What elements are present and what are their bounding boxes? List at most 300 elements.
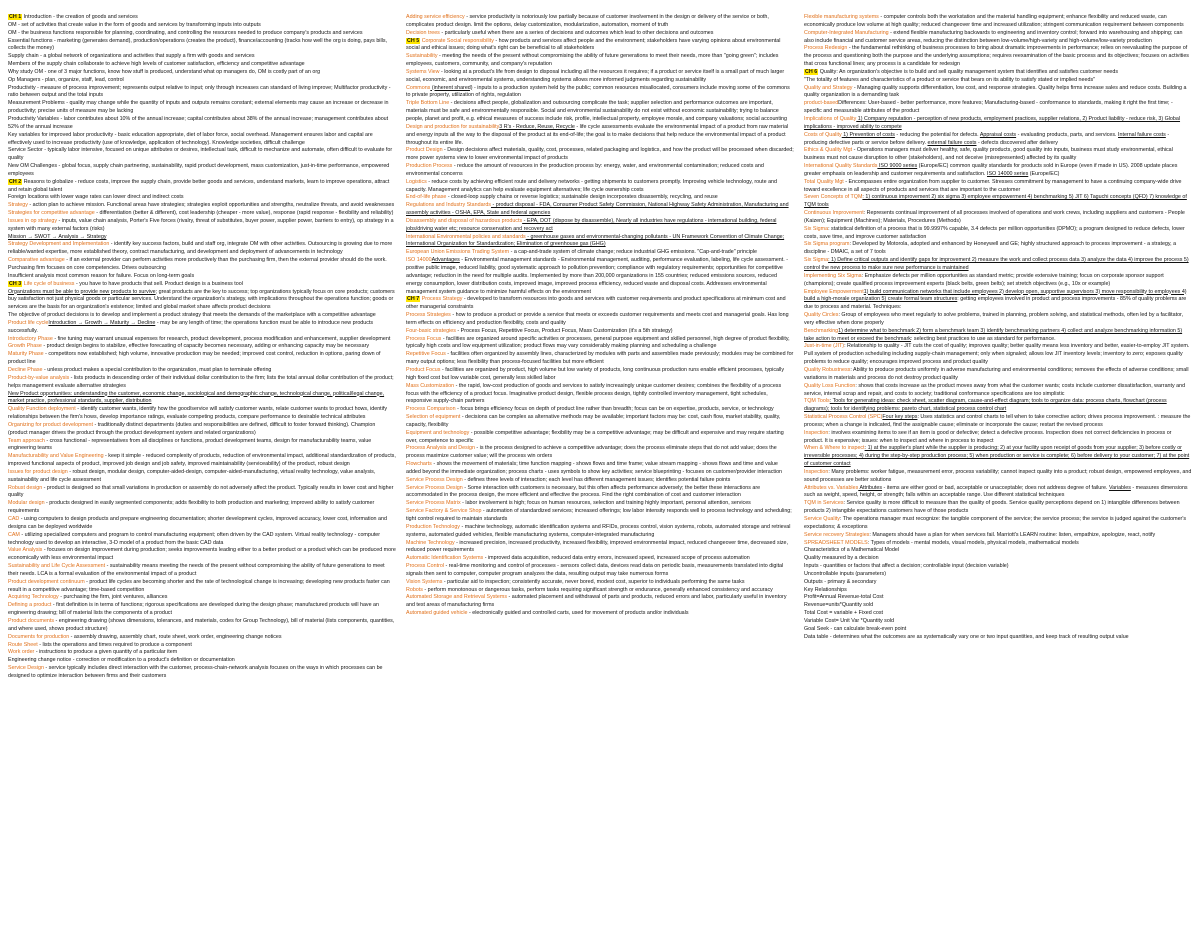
- term-heading: Process Strategy: [421, 296, 463, 303]
- body-text: - product life cycles are becoming shorter and the rate of technological change is increasing; developing new products faster can result in a competitive advantage; time-based competition: [8, 578, 390, 593]
- underlined-text: New Product opportunities: understanding the customer, economic change, sociological and demographic change, technological change, political/legal change, market practice, professional standards, supplier, distribution: [8, 390, 385, 405]
- text-paragraph: [8, 642, 396, 650]
- body-text: Variable Cost= Unit Var *Quantity sold: [804, 617, 894, 624]
- text-paragraph: [804, 626, 1192, 634]
- body-text: - instructions to produce a given quantity of a particular item: [34, 649, 178, 656]
- term-heading: Costs of Quality: [804, 131, 842, 138]
- text-paragraph: [804, 587, 1192, 595]
- text-paragraph: [8, 69, 396, 77]
- body-text: - electronically guided and controlled carts, used for movement of products and/or individuals: [467, 610, 689, 617]
- text-paragraph: [406, 30, 794, 38]
- text-paragraph: [8, 22, 396, 30]
- body-text: - looking at a product's life from design to disposal including all the resources it requires; if a product or service itself is a small part of much larger social, economic, and environmental systems, understanding systems allows more informed judgments regarding sustainability: [406, 68, 785, 83]
- text-paragraph: [406, 257, 794, 296]
- underlined-text: Advantages: [431, 257, 460, 264]
- term-heading: CAD: [8, 516, 20, 522]
- text-paragraph: [406, 540, 794, 556]
- text-paragraph: [804, 30, 1192, 46]
- body-text: Quality: An organization's objective is to build and sell quality management system that identifies and satisfies customer needs: [819, 68, 1119, 75]
- body-text: - inputs, value chain analysis, Porter's Five forces (rivalry, threat of substitutes, buyer power, supplier power, barriers to entry), op strategy in a system with many external factors (risks): [8, 217, 394, 232]
- body-text: - shows the movement of materials; time function mapping - shows flows and time frame; value stream mapping - shows flows and time and value added beyond the immediate organization; process charts - uses symbols to show key activities; service blueprinting - focuses on customer/provider interaction: [406, 461, 783, 475]
- text-paragraph: [804, 289, 1192, 313]
- body-text: - how to produce a product or provide a service that meets or exceeds customer requirements and meets cost and managerial goals. Has long term effects on efficiency and production flexibility, costs and quality: [406, 312, 789, 326]
- term-heading: Service recovery Strategies: [804, 531, 870, 538]
- term-heading: Continuous Improvement: [804, 210, 864, 217]
- column-middle: [406, 14, 794, 921]
- body-text: - how products and services affect people and the environment; stakeholders have varying opinions about environmental social and ethical issues; doing what's right can be beneficial to all stakeholders: [406, 37, 781, 52]
- term-heading: Strategies for competitive advantage: [8, 210, 95, 217]
- term-heading: Acquiring Technology: [8, 594, 59, 601]
- text-paragraph: [8, 343, 396, 351]
- body-text: : Group of employees who meet regularly to solve problems, trained in planning, problem solving, and statistical methods, often led by a facilitator, very effective when done properly: [804, 312, 1184, 326]
- underlined-text: external failure costs: [927, 139, 977, 146]
- term-heading: When & Where to inspect: [804, 445, 865, 452]
- term-heading: Service Process Design: [406, 476, 463, 483]
- term-heading: ISO 14000: [406, 257, 432, 264]
- underlined-text: Internal failure costs: [1118, 131, 1166, 138]
- text-paragraph: [804, 634, 1192, 642]
- term-heading: Automated Storage and Retrieval Systems: [406, 594, 507, 601]
- term-heading: Inspection: [804, 468, 829, 475]
- body-text: Goal Seek - can calculate break-even point: [804, 625, 907, 632]
- body-text: Characteristics of a Mathematical Model: [804, 547, 900, 554]
- text-paragraph: [406, 147, 794, 163]
- body-text: (Europe/EC) common quality standards for products sold in Europe (even if made in US). 2008 update places greater emphasis on leadership and customer requirements and satisfaction.: [804, 163, 1178, 177]
- body-text: : Represents continual improvement of all processes involved of operations and work crews, including suppliers and customers - People (Kaizen); Equipment (Machines); Materials, Procedures (Methods): [804, 210, 1185, 224]
- text-paragraph: [804, 516, 1192, 532]
- body-text: - possible competitive advantage; flexibility may be a competitive advantage; may be difficult and expensive and may require starting over, competence to specific: [406, 429, 784, 444]
- body-text: - first definition is in terms of functions; rigorous specifications are developed during the design phase; manufactured products will have an engineering drawing; bill of material lists the components of a product: [8, 602, 380, 617]
- body-text: Engineering change notice - correction or modification to a product's definition or documentation: [8, 657, 235, 664]
- term-heading: Modular design: [8, 500, 45, 507]
- text-paragraph: [8, 438, 396, 454]
- text-paragraph: [804, 532, 1192, 540]
- body-text: Why study OM - one of 3 major functions, know how stuff is produced, understand what op managers do, OM is costly part of an org: [8, 68, 321, 75]
- text-paragraph: [8, 100, 396, 116]
- term-heading: Route Sheet: [8, 641, 38, 648]
- text-paragraph: [8, 469, 396, 485]
- text-paragraph: [406, 508, 794, 524]
- body-text: - Process Focus, Repetitive Focus, Product Focus, Mass Customization (it's a 5th strategy): [455, 327, 673, 334]
- term-heading: Product-by-value analysis: [8, 374, 70, 381]
- body-text: Foreign locations with lower wage rates can lower direct and indirect costs: [8, 194, 184, 201]
- term-heading: Maturity Phase: [8, 351, 44, 358]
- text-paragraph: [804, 579, 1192, 587]
- text-paragraph: [804, 383, 1192, 399]
- body-text: : The operations manager must recognize: the tangible component of the service; the service process; the service is judged against the customer's expectations; & exceptions: [804, 516, 1187, 530]
- text-paragraph: [8, 453, 396, 469]
- text-paragraph: [406, 351, 794, 367]
- underlined-text: Introduction → Growth → Maturity → Decline: [48, 319, 156, 326]
- term-heading: Systems View: [406, 68, 440, 75]
- term-heading: Service Factory & Service Shop: [406, 508, 482, 515]
- body-text: - particularly useful when there are a series of decisions and outcomes which lead to other decisions and outcomes: [439, 29, 714, 36]
- term-heading: Selection of equipment: [406, 414, 461, 421]
- text-paragraph: [406, 38, 794, 54]
- body-text: - particular aid to inspection; consistently accurate, never bored, modest cost, superior to individuals performing the same tasks: [442, 578, 745, 585]
- text-paragraph: [804, 210, 1192, 226]
- underlined-text: 3 R's - Reduce, Reuse, Recycle: [499, 123, 575, 130]
- text-paragraph: [804, 430, 1192, 446]
- term-heading: Quality and Strategy: [804, 84, 853, 91]
- body-text: : getting employees involved in product and process improvements - 85% of quality problems are due to process and material. Techniques:: [804, 296, 1187, 311]
- term-heading: Value Analysis: [8, 547, 43, 554]
- text-paragraph: [8, 218, 396, 234]
- text-paragraph: [406, 555, 794, 563]
- body-text: - product is designed so that small variations in production or assembly do not adversely affect the product. Typically results in lower cost and higher quality: [8, 484, 394, 499]
- text-paragraph: [804, 132, 1192, 148]
- text-paragraph: [8, 61, 396, 69]
- text-paragraph: [406, 500, 794, 508]
- text-paragraph: [406, 524, 794, 540]
- body-text: (Europe/EC): [1028, 170, 1060, 177]
- body-text: Service Sector - typically labor intensive, focused on unique attributes or desires, intellectual task, difficult to mechanize and automate, often difficult to evaluate for quality: [8, 147, 393, 162]
- body-text: - machine technology, automatic identification systems and RFIDs, process control, vision systems, robots, automated storage and retrieval systems, automated guided vehicles, flexible manufacturing systems, computer-integrated manufacturing: [406, 523, 791, 538]
- underlined-text: 1) determine what to benchmark 2) form a benchmark team 3) identify benchmarking partners 4) collect and analyze benchmarking information 5) take action to meet or exceed the benchmark: [804, 327, 1183, 342]
- body-text: - lists the operations and times required to produce a component: [37, 641, 192, 648]
- body-text: - lists products in descending order of their individual dollar contribution to the firm; lists the total annual dollar contribution of the product; helps management evaluate alternative strategies: [8, 374, 394, 389]
- chapter-marker: CH 1: [9, 14, 22, 20]
- text-paragraph: [406, 610, 794, 618]
- column-left: [8, 14, 396, 921]
- term-heading: End-of-life phase: [406, 194, 447, 201]
- underlined-text: ISO 9000 series: [877, 163, 918, 170]
- body-text: - perform monotonous or dangerous tasks, perform tasks requiring significant strength or endurance, generally enhanced consistency and accuracy: [422, 586, 773, 593]
- chapter-marker: CH 7: [407, 296, 420, 303]
- text-paragraph: [406, 85, 794, 101]
- term-heading: Statistical Process Control (SPC): [804, 414, 883, 421]
- text-paragraph: [804, 312, 1192, 328]
- body-text: Op Managers - plan, organize, staff, lead, control: [8, 76, 124, 83]
- term-heading: Implications of Quality: [804, 115, 857, 122]
- text-paragraph: [406, 100, 794, 124]
- chapter-marker: CH 3: [9, 280, 22, 287]
- body-text: - keep it simple - reduced complexity of products, reduction of environmental impact, additional standardization of products, improved functional aspects of product, improved job design and job safety, improved maintainability (serviceability) of the product, robust design: [8, 453, 396, 468]
- body-text: - the fundamental rethinking of business processes to bring about dramatic improvements in performance; relies on reevaluating the purpose of the process and questioning both the purpose and the underlying assumptions; requires reexamination of the basic process and its objectives; focuses on activities that cross functional lines; any process is a candidate for redesign: [804, 45, 1189, 68]
- body-text: - products designed in easily segmented components; adds flexibility to both production and marketing; improved ability to satisfy customer requirements: [8, 500, 375, 515]
- text-paragraph: [8, 273, 396, 281]
- body-text: - may be any length of time; the operations function must be able to introduce new products successfully.: [8, 319, 374, 334]
- term-heading: Quality Function deployment: [8, 406, 76, 413]
- text-paragraph: [406, 563, 794, 579]
- text-paragraph: [8, 234, 396, 242]
- text-paragraph: [8, 289, 396, 313]
- text-paragraph: [8, 14, 396, 22]
- body-text: - identify key success factors, build and staff org, integrate OM with other activities. Outsourcing is growing due to more reliable/wanted expertise, more established theory, contract manufacturing, and development and deployment of advancements in technology: [8, 241, 393, 256]
- body-text: : Relationship to quality - JIT cuts the cost of quality; improves quality; better quality means less inventory and better, easier-to-employ JIT system. Pull system of production scheduling including supply-chain management; only when signaled; allows low JIT inventory levels; inventory to zero; exposes quality problems to reduce quality; encourages improved process and product quality: [804, 343, 1190, 366]
- body-text: - defines three levels of interaction; each level has different management issues; identifies potential failure points: [462, 476, 731, 483]
- body-text: - improved data acquisition, reduced data entry errors, increased speed, increased scope of process automation: [483, 555, 750, 562]
- text-paragraph: [406, 234, 794, 250]
- text-paragraph: [406, 587, 794, 595]
- term-heading: Ethics & Quality Mgt: [804, 147, 853, 154]
- term-heading: Product Focus: [406, 366, 441, 373]
- body-text: ; great products are the key to success; top organizations typically focus on core products; customers buy satisfaction not just physical goods or particular services. Understand the organization's strategy, with implications throughout the operations function; goods or services are the basis for an organization's existence; limited and global market share affects product decisions: [8, 288, 395, 311]
- chapter-marker: CH 2: [9, 178, 22, 185]
- body-text: - using computers to design products and prepare engineering documentation; shorter development cycles, improved accuracy, lower cost, information and designs can be deployed worldwide: [8, 516, 387, 530]
- text-paragraph: [804, 445, 1192, 469]
- body-text: - engineering drawing (shows dimensions, tolerances, and materials, codes for Group Technology), bill of material (lists components, quantities, and where used, shows product structure): [8, 617, 395, 632]
- body-text: - extend flexible manufacturing backwards to engineering and inventory control; forward into warehousing and shipping; can also include financial and customer service areas, reducing the distinction between low-volume/high-variety and high-volume/low-variety production: [804, 29, 1183, 44]
- text-paragraph: [8, 602, 396, 618]
- body-text: - facilities are organized by product, high volume but low variety of products, long continuous production runs enable efficient processes, typically high fixed cost but low variable cost, generally less skilled labor: [406, 366, 785, 381]
- text-paragraph: [804, 343, 1192, 367]
- underlined-text: 1) Prevention of costs: [841, 131, 895, 138]
- text-paragraph: [406, 461, 794, 477]
- term-heading: Production Process: [406, 163, 453, 170]
- text-paragraph: [8, 336, 396, 344]
- body-text: - Managing quality supports differentiation, low cost, and response strategies. Quality helps firms increase sales and reduce costs. Building a quality organization is a demanding task: [804, 84, 1187, 99]
- term-heading: International Environmental policies and standards: [406, 233, 526, 240]
- text-paragraph: [8, 320, 396, 336]
- term-heading: Just-in-time (JIT): [804, 343, 845, 350]
- text-paragraph: [406, 249, 794, 257]
- text-paragraph: [804, 469, 1192, 485]
- term-heading: Quality Loss Function: [804, 382, 856, 389]
- term-heading: Process Analysis and Design: [406, 445, 475, 452]
- text-paragraph: [406, 414, 794, 430]
- body-text: Revenue=units*Quantity sold: [804, 602, 874, 609]
- body-text: : Ability to produce products uniformly in adverse manufacturing and environmental conditions; removes the effects of adverse conditions; small variations in materials and process do not destroy product quality: [804, 366, 1189, 381]
- text-paragraph: [8, 500, 396, 516]
- term-heading: Disassembly and disposal of hazardous products: [406, 217, 523, 224]
- body-text: Members of the supply chain collaborate to achieve high levels of customer satisfaction, efficiency and competitive advantage: [8, 61, 305, 68]
- term-heading: Growth Phase: [8, 343, 42, 350]
- underlined-text: ISO 14000 series: [986, 170, 1029, 177]
- term-heading: Process Focus: [406, 335, 442, 342]
- term-heading: Employee Empowerment: [804, 288, 864, 295]
- body-text: - reduce costs by achieving efficient route and delivery networks - getting shipments to customers promptly. Improving vehicle technology, route and capacity. Management analytics can help evaluate equipment alternatives; life cycle ownership costs: [406, 178, 777, 193]
- body-text: - competitors now established; high volume, innovative production may be needed; improved cost control, reduction in options, paring down of product line: [8, 351, 381, 366]
- body-text: : Developed by Motorola, adopted and enhanced by Honeywell and GE; highly structured approach to process improvement - a strategy, a discipline - DMAIC, a set of 7 tools: [804, 241, 1177, 256]
- text-paragraph: [8, 579, 396, 595]
- text-paragraph: [804, 69, 1192, 77]
- body-text: - is the process designed to achieve a competitive advantage; does the process eliminate steps that do not add value; does the process maximize customer value; will the process win orders: [406, 445, 777, 460]
- body-text: - closed-loop supply chains or reverse logistics; sustainable design incorporates disassembly, recycling, and reuse: [446, 194, 718, 201]
- underlined-text: Mission → SWOT → Analysis → Strategy: [8, 233, 107, 240]
- text-paragraph: [406, 194, 794, 202]
- text-paragraph: [8, 210, 396, 218]
- body-text: - action plan to achieve mission. Functional areas have strategies; strategies exploit opportunities and strengths, neutralize threats, and avoid weaknesses: [27, 202, 395, 209]
- term-heading: TQM in Services: [804, 500, 844, 507]
- body-text: : Service quality is more difficult to measure than the quality of goods. Service quality perceptions depend on 1) intangible differences between products 2) intangible expectations customers have of those products: [804, 500, 1180, 515]
- text-paragraph: [804, 100, 1192, 116]
- term-heading: European Union Emissions Trading System: [406, 249, 510, 256]
- text-paragraph: [804, 367, 1192, 383]
- text-paragraph: [804, 226, 1192, 242]
- body-text: - reducing the potential for defects.: [894, 131, 980, 138]
- term-heading: Mass Customization: [406, 382, 455, 389]
- body-text: : Many problems: worker fatigue, measurement error, process variability; cannot inspect quality into a product; robust design, empowered employees, and sound processes are better solutions: [804, 468, 1192, 483]
- body-text: - focus brings efficiency focus on depth of product line rather than breadth; focus can be on expertise, products, service, or technology: [455, 406, 774, 413]
- text-paragraph: [406, 163, 794, 179]
- term-heading: Automated guided vehicle: [406, 610, 468, 617]
- underlined-text: - greenhouse gases and environmental-changing pollutants - UN Framework Convention of Climate Change; International Organization for Standardization; Elimination of greenhouse gas (GHG): [406, 233, 785, 248]
- body-text: - Encompasses entire organization from supplier to customer. Stresses commitment by management to have a continuing company-wide drive toward excellence in all aspects of products and services that are important to the customer: [804, 178, 1182, 193]
- term-heading: Computer-Integrated Manufacturing: [804, 29, 889, 36]
- body-text: Supply chain - a global network of organizations and activities that supply a firm with goods and services: [8, 53, 255, 60]
- body-text: - identify customer wants, identify how the good/service will satisfy customer wants, relate customer wants to product hows, identify relationships between the firm's hows, develop importance ratings, evaluate competing products, compare performance to desirable technical attributes: [8, 406, 387, 421]
- body-text: The objective of product decisions is to develop and implement a product strategy that meets the demands of the marketplace with a competitive advantage: [8, 312, 376, 319]
- text-paragraph: [804, 147, 1192, 163]
- term-heading: Product documents: [8, 617, 55, 624]
- body-text: - specific and measurable attributes of the product: [804, 100, 1173, 115]
- text-paragraph: [406, 367, 794, 383]
- term-heading: Issues in op strategy: [8, 217, 58, 224]
- text-paragraph: [8, 516, 396, 532]
- body-text: - positive public image, reduced liability, good systematic approach to pollution prevention; compliance with regulatory requirements; opportunities for competitive advantage; reduction in the need for multiple audits. Implemented by more than 200,000 organizations in 155 countries; reduced emissions sources, reduced energy consumption, lower distribution costs, improved image, improved process efficiency, reduced waste and disposal costs. Addresses environmental management system guidance to minimize harmful effects on the environment: [406, 257, 789, 295]
- text-paragraph: [804, 594, 1192, 602]
- body-text: - traditionally distinct departments (duties and responsibilities are defined, difficult to foster forward thinking). Champion (product manager drives the product through the product development system and related organizations): [8, 421, 376, 436]
- body-text: - labor involvement is high; focus on human resources, selection and training highly important, personal attention, services: [460, 500, 751, 507]
- body-text: - service productivity is notoriously low partially because of customer involvement in the design or delivery of the service or both, complicates product design. limit the options, delay customization, modularization, automation, moment of truth: [406, 14, 769, 28]
- body-text: : selecting best practices to use as standard for performance.: [910, 335, 1056, 342]
- text-paragraph: [8, 312, 396, 320]
- text-paragraph: [804, 547, 1192, 555]
- text-paragraph: [8, 281, 396, 289]
- body-text: - developed to transform resources into goods and services with customer requirements and product specifications at minimum cost and other managerial constraints: [406, 296, 786, 311]
- term-heading: Issues for product design: [8, 468, 68, 475]
- body-text: : Types of models - mental models, visual models, physical models, mathematical models: [867, 539, 1079, 546]
- body-text: - sustainability means meeting the needs of the present without compromising the ability of future generations to meet their needs. LCA is a formal evaluation of the environmental impact of a product: [8, 563, 385, 577]
- term-heading: Production Technology: [406, 523, 460, 530]
- text-paragraph: [804, 85, 1192, 101]
- term-heading: Six Sigma: [804, 257, 829, 264]
- text-paragraph: [804, 563, 1192, 571]
- term-heading: Repetitive Focus: [406, 351, 446, 358]
- underlined-text: : 1) continuous improvement 2) six sigma 3) employee empowerment 4) benchmarking 5) JIT 6) Taguchi concepts (QFD) 7) knowledge of TQM tools: [804, 194, 1187, 209]
- underlined-text: Attributes: [858, 484, 883, 491]
- body-text: Key Relationships: [804, 586, 847, 593]
- text-paragraph: [406, 179, 794, 195]
- body-text: - service typically includes direct interaction with the customer, process-chain-network analysis focuses on the ways in which processes can be designed to optimize interaction between firms and their customers: [8, 665, 383, 679]
- text-paragraph: [8, 30, 396, 38]
- body-text: Data table - determines what the outcomes are as systematically vary one or two input quantities, and keep track of resulting output value: [804, 633, 1129, 640]
- text-paragraph: [8, 406, 396, 422]
- text-paragraph: [406, 312, 794, 328]
- term-heading: Strategy Development and Implementation: [8, 241, 110, 248]
- body-text: - items are either good or bad, acceptable or unacceptable; does not address degree of failure.: [882, 484, 1109, 491]
- body-text: - increased precision, increased productivity, increased flexibility, improved environmental impact, reduced changeover time, decreased size, reduced power requirements: [406, 539, 788, 554]
- term-heading: Product Design: [406, 147, 443, 154]
- body-text: - utilizing specialized computers and program to control manufacturing equipment; often driven by the CAD system. Virtual reality technology - computer technology used to develop an interactive, 3-D model of a product from the basic CAD data: [8, 531, 381, 546]
- text-paragraph: [804, 500, 1192, 516]
- text-paragraph: [8, 194, 396, 202]
- body-text: - focuses on design improvement during production; seeks improvements leading either to a better product or a product which can be produced more economically with less environmental impact: [8, 547, 396, 562]
- underlined-text: - product disposal - FDA, Consumer Product Safety Commission, National Highway Safety Administration, Manufacturing and assembly activities - OSHA, EPA, State and federal agencies: [406, 202, 789, 217]
- body-text: - inputs to a production system held by the public; common resources misallocated, consumers include moving some of the commons to private property, utilization of rights, regulation: [406, 84, 790, 99]
- body-text: - Environmental management standards - Environmental management, auditing, performance evaluation, labeling, life cycle assessment.: [459, 257, 787, 264]
- body-text: Uncontrollable inputs (parameters): [804, 570, 886, 577]
- term-heading: Service Process Design: [406, 484, 463, 491]
- body-text: "The totality of features and characteristics of a product or service that bears on its ability to satisfy stated or implied needs": [804, 76, 1096, 83]
- text-paragraph: [804, 571, 1192, 579]
- term-heading: Vision Systems: [406, 578, 443, 585]
- term-heading: Service Quality: [804, 516, 840, 522]
- column-right: [804, 14, 1192, 921]
- underlined-text: (inherent shared): [430, 84, 473, 91]
- term-heading: Robust design: [8, 484, 43, 491]
- term-heading: Introductory Phase: [8, 335, 53, 342]
- text-paragraph: [804, 257, 1192, 273]
- term-heading: Four-basic strategies: [406, 327, 456, 334]
- body-text: - Some interaction with customers is necessary, but this often affects performance adversely; the better these interactions are accommodated in the process design, the more efficient and effective the process. Find the right combination of cost and customer interaction: [406, 484, 761, 499]
- text-paragraph: [804, 602, 1192, 610]
- text-paragraph: [8, 594, 396, 602]
- term-heading: Machine Technology: [406, 539, 455, 546]
- body-text: - a cap-and-trade system of climate change; reduce industrial GHG emissions. "Cap-and-trade" principle: [509, 249, 758, 256]
- term-heading: Robots: [406, 586, 423, 593]
- body-text: - product design begins to stabilize, effective forecasting of capacity becomes necessary, adding or enhancing capacity may be necessary: [41, 343, 370, 350]
- body-text: - assembly drawing, assembly chart, route sheet, work order, engineering change notices: [69, 633, 282, 640]
- body-text: Profit=Annual Revenue-total Cost: [804, 594, 884, 601]
- chapter-marker: CH 6: [805, 68, 818, 75]
- text-paragraph: [804, 77, 1192, 85]
- term-heading: Sustainability: [406, 53, 438, 60]
- text-paragraph: [406, 383, 794, 407]
- text-paragraph: [406, 579, 794, 587]
- text-paragraph: [406, 202, 794, 218]
- term-heading: Comparative advantage: [8, 257, 65, 264]
- term-heading: Service Design: [8, 665, 44, 672]
- body-text: - measures dimensions such as weight, speed, height, or strength; falls within an acceptable range. Use different statistical techniques: [804, 484, 1188, 499]
- text-paragraph: [8, 532, 396, 548]
- text-paragraph: [804, 116, 1192, 132]
- body-text: - unless product makes a special contribution to the organization, must plan to terminate offering: [42, 366, 272, 373]
- term-heading: Seven Concepts of TQM: [804, 194, 863, 201]
- body-text: - fine tuning may warrant unusual expenses for research, product development, process modification and enhancement, supplier development: [52, 335, 391, 342]
- text-paragraph: [804, 14, 1192, 30]
- text-paragraph: [8, 485, 396, 501]
- text-paragraph: [406, 477, 794, 485]
- body-text: - you have to have products that sell. Product design is a business tool: [74, 280, 243, 287]
- term-heading: Adding service efficiency: [406, 14, 465, 20]
- text-paragraph: [8, 422, 396, 438]
- body-text: Insufficient analysis most common reason for failure. Focus on long-term goals: [8, 272, 195, 279]
- text-paragraph: [804, 241, 1192, 257]
- text-paragraph: [8, 163, 396, 179]
- body-text: Total Cost = variable + Fixed cost: [804, 610, 884, 617]
- term-heading: Regulations and Industry Standards: [406, 202, 491, 209]
- body-text: - if an external provider can perform activities more productively than the purchasing firm, then the external provider should do the work. Purchasing firm focuses on core competencies. Drives outsourcing: [8, 257, 387, 271]
- body-text: - automated placement and withdrawal of parts and products, reduced errors and labor, particularly useful in inventory and test areas of manufacturing firms: [406, 594, 787, 609]
- term-heading: Documents for production: [8, 633, 70, 640]
- text-paragraph: [804, 179, 1192, 195]
- term-heading: Process Strategies: [406, 312, 451, 319]
- text-paragraph: [406, 406, 794, 414]
- body-text: - computer controls both the workstation and the material handling equipment; enhance flexibility and reduced waste, can economically produce low volume at high quality; reduced changeover time and increased utilization; stringent communication requirement between components: [804, 14, 1184, 28]
- term-heading: Automatic Identification Systems: [406, 555, 484, 562]
- term-heading: Decision trees: [406, 29, 440, 36]
- term-heading: Manufacturability and Value Engineering: [8, 453, 104, 460]
- term-heading: Organizing for product development: [8, 421, 93, 428]
- text-paragraph: [804, 45, 1192, 69]
- term-heading: Quality Circles: [804, 312, 839, 319]
- text-paragraph: [804, 414, 1192, 430]
- text-paragraph: [406, 485, 794, 501]
- body-text: - cross functional - representatives from all disciplines or functions, product development teams, design for manufacturability teams, value engineering teams: [8, 437, 372, 452]
- body-text: Quality measured by a decision: [804, 555, 879, 562]
- body-text: - meeting the needs of the present without compromising the ability of future generations to meet their needs, more than "going green"; includes employees, customers, community, and company's reputation: [406, 53, 779, 68]
- term-heading: SPREADSHEET MODELS: [804, 539, 868, 546]
- term-heading: Triple Bottom Line: [406, 100, 450, 107]
- term-heading: Work order: [8, 649, 35, 656]
- text-paragraph: [8, 649, 396, 657]
- underlined-text: Appraisal costs: [979, 131, 1017, 138]
- body-text: : involves examining items to see if an item is good or defective; detect a defective process. Inspection does not correct deficiencies in process or product. It is expensive; issues: when to inspect and where in process to inspect: [804, 429, 1172, 444]
- term-heading: Benchmarking: [804, 327, 839, 334]
- text-paragraph: [8, 147, 396, 163]
